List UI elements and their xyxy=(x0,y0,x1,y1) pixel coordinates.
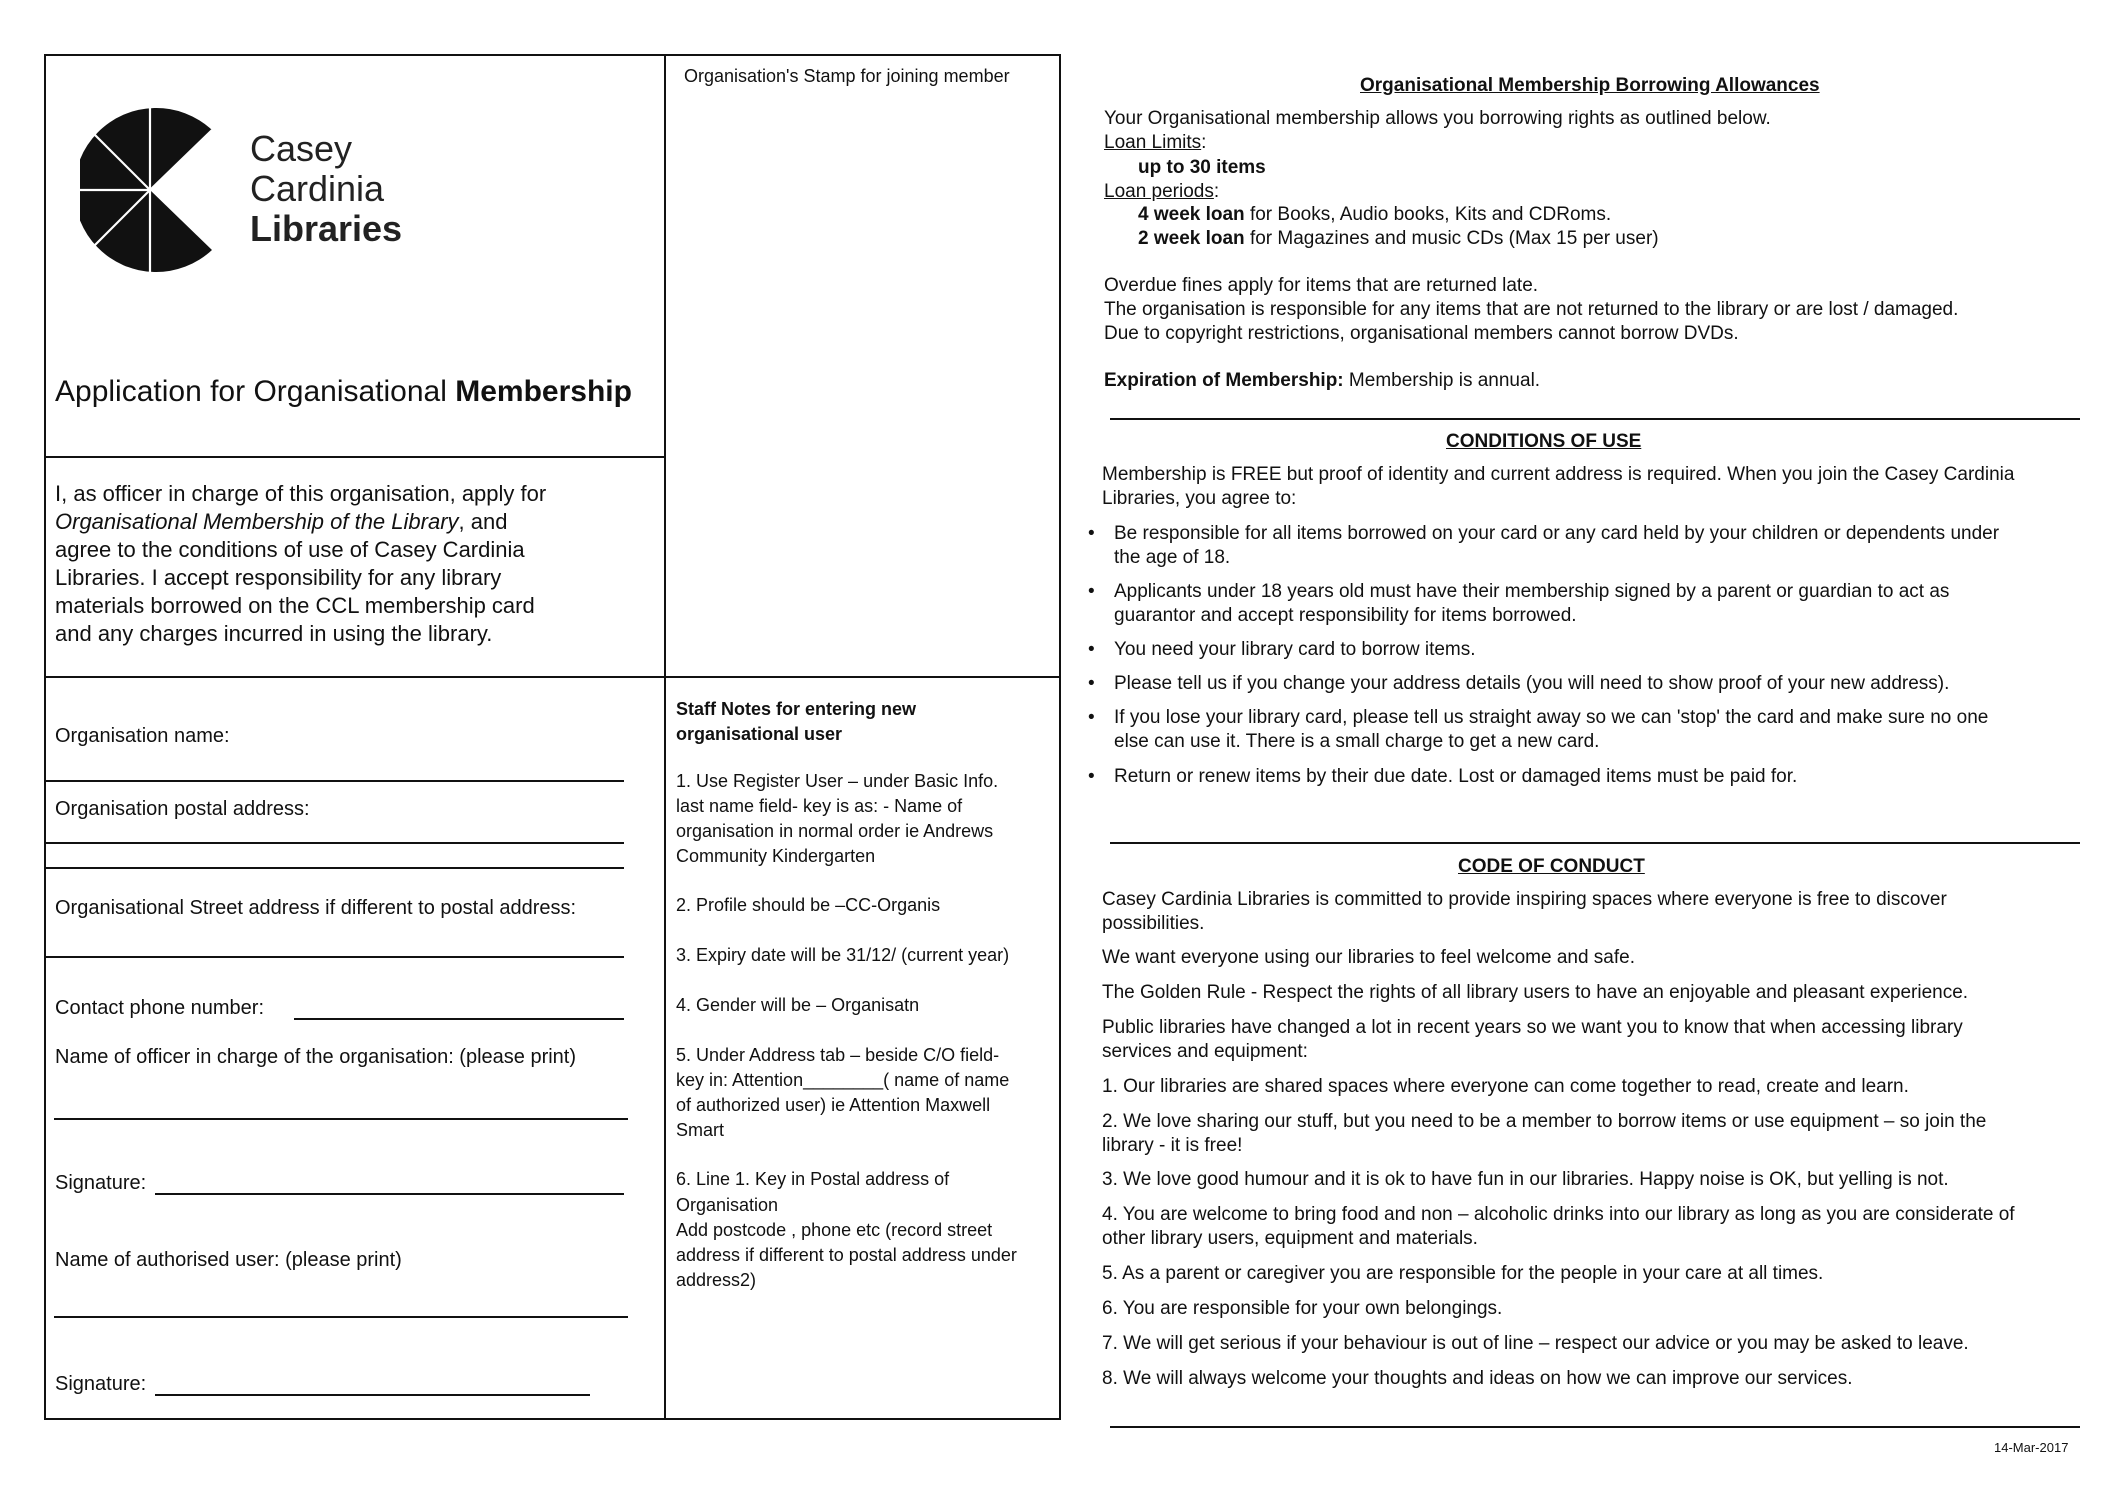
loan-period-1 xyxy=(1138,203,1611,227)
conduct-text: 4. You are welcome to bring food and non – alcoholic drinks into our library as long as you are considerate of xyxy=(1102,1204,2015,1225)
stamp-label: Organisation's Stamp for joining member xyxy=(684,66,1010,86)
declaration-line xyxy=(55,508,546,536)
fines-line-1: Overdue fines apply for items that are returned late. xyxy=(1104,275,1539,296)
contact-phone-label: Contact phone number: xyxy=(55,997,265,1019)
fines-line-3: Due to copyright restrictions, organisational members cannot borrow DVDs. xyxy=(1104,323,1739,344)
conduct-item: 5. As a parent or caregiver you are responsible for the people in your care at all times. xyxy=(1102,1263,1824,1284)
condition-text: • Return or renew items by their due date. Lost or damaged items must be paid for. xyxy=(1114,766,1798,787)
conduct-item: 1. Our libraries are shared spaces where everyone can come together to read, create and learn. xyxy=(1102,1076,1909,1097)
section-divider xyxy=(1110,1426,2080,1428)
title-bold: Membership xyxy=(455,375,632,408)
postal-address-field-2[interactable] xyxy=(46,867,624,869)
staff-note-3: 3. Expiry date will be 31/12/ (current year) xyxy=(676,945,1010,965)
conduct-item: 8. We will always welcome your thoughts and ideas on how we can improve our services. xyxy=(1102,1368,1853,1389)
conduct-text: Public libraries have changed a lot in recent years so we want you to know that when accessing library xyxy=(1102,1017,1963,1038)
staff-notes-heading: organisational user xyxy=(676,724,843,744)
declaration-line: agree to the conditions of use of Casey Cardinia xyxy=(55,537,525,562)
loan-period-2-bold: 2 week loan xyxy=(1138,228,1245,249)
logo-text-casey: Casey xyxy=(250,128,353,169)
page-title xyxy=(55,375,632,409)
org-name-label: Organisation name: xyxy=(55,725,230,747)
declaration-text xyxy=(55,480,546,648)
conduct-text: Casey Cardinia Libraries is committed to provide inspiring spaces where everyone is free to discover xyxy=(1102,889,1947,910)
conduct-item xyxy=(1102,1203,2015,1251)
conduct-item: 7. We will get serious if your behaviour is out of line – respect our advice or you may be asked to leave. xyxy=(1102,1333,1969,1354)
signature-field-2[interactable] xyxy=(155,1394,590,1396)
condition-item xyxy=(1114,765,2094,789)
loan-limit-value: up to 30 items xyxy=(1138,157,1266,178)
loan-period-2 xyxy=(1138,227,1659,251)
signature-label-2: Signature: xyxy=(55,1373,147,1395)
condition-text: the age of 18. xyxy=(1114,547,1231,568)
officer-name-label: Name of officer in charge of the organisation: (please print) xyxy=(55,1046,577,1068)
street-address-label: Organisational Street address if different to postal address: xyxy=(55,897,577,919)
declaration-line: I, as officer in charge of this organisation, apply for xyxy=(55,481,547,506)
form-divider-fields xyxy=(44,676,1061,678)
staff-note-6: Add postcode , phone etc (record street xyxy=(676,1220,993,1240)
conduct-item xyxy=(1102,1110,1986,1158)
condition-text: • If you lose your library card, please tell us straight away so we can 'stop' the card and make sure no one xyxy=(1114,707,1989,728)
staff-note-1: last name field- key is as: - Name of xyxy=(676,796,963,816)
form-vertical-divider xyxy=(664,54,666,1420)
membership-expiry xyxy=(1104,369,1540,393)
org-name-field[interactable] xyxy=(46,780,624,782)
authorised-user-label: Name of authorised user: (please print) xyxy=(55,1249,402,1271)
condition-text: • You need your library card to borrow items. xyxy=(1114,639,1476,660)
staff-note-1: 1. Use Register User – under Basic Info. xyxy=(676,771,999,791)
loan-period-2-rest: for Magazines and music CDs (Max 15 per user) xyxy=(1244,228,1659,249)
allowances-intro: Your Organisational membership allows you borrowing rights as outlined below. xyxy=(1104,108,1771,129)
condition-item xyxy=(1114,706,2094,754)
conditions-intro: Libraries, you agree to: xyxy=(1102,488,1297,509)
conduct-heading: CODE OF CONDUCT xyxy=(1458,856,1645,877)
loan-period-1-bold: 4 week loan xyxy=(1138,204,1245,225)
title-plain: Application for Organisational xyxy=(55,375,456,408)
staff-note-6: address2) xyxy=(676,1270,757,1290)
document-date: 14-Mar-2017 xyxy=(1994,1440,2069,1455)
conduct-para xyxy=(1102,1016,1963,1064)
staff-notes-heading: Staff Notes for entering new xyxy=(676,699,917,719)
declaration-italic: Organisational Membership of the Library xyxy=(55,509,459,534)
staff-note-6: 6. Line 1. Key in Postal address of xyxy=(676,1169,950,1189)
expiry-bold: Expiration of Membership: xyxy=(1104,370,1344,391)
contact-phone-field[interactable] xyxy=(294,1018,624,1020)
loan-periods-label: Loan periods: xyxy=(1104,181,1220,202)
staff-note-6: address if different to postal address under xyxy=(676,1245,1017,1265)
conduct-para: The Golden Rule - Respect the rights of all library users to have an enjoyable and pleasant experience. xyxy=(1102,982,1969,1003)
form-divider-title xyxy=(44,456,665,458)
logo-mark-icon xyxy=(80,108,220,272)
conduct-item: 3. We love good humour and it is ok to have fun in our libraries. Happy noise is OK, but yelling is not. xyxy=(1102,1169,1949,1190)
condition-item xyxy=(1114,522,2094,570)
condition-text: • Applicants under 18 years old must have their membership signed by a parent or guardian to act as xyxy=(1114,581,1950,602)
expiry-rest: Membership is annual. xyxy=(1343,370,1541,391)
condition-text: • Be responsible for all items borrowed on your card or any card held by your children or dependents under xyxy=(1114,523,2000,544)
authorised-user-field[interactable] xyxy=(54,1316,628,1318)
conditions-heading: CONDITIONS OF USE xyxy=(1446,431,1642,452)
signature-label-1: Signature: xyxy=(55,1172,147,1194)
staff-note-5: Smart xyxy=(676,1120,725,1140)
logo-text-libraries: Libraries xyxy=(250,208,403,249)
loan-periods-text: Loan periods xyxy=(1104,181,1214,202)
logo-text-cardinia: Cardinia xyxy=(250,168,385,209)
staff-note-5: key in: Attention________( name of name xyxy=(676,1070,1010,1090)
conduct-para xyxy=(1102,888,1947,936)
allowances-heading: Organisational Membership Borrowing Allowances xyxy=(1360,75,1820,96)
conduct-text: 2. We love sharing our stuff, but you need to be a member to borrow items or use equipment – so join the xyxy=(1102,1111,1987,1132)
staff-note-5: of authorized user) ie Attention Maxwell xyxy=(676,1095,991,1115)
conduct-item: 6. You are responsible for your own belongings. xyxy=(1102,1298,1503,1319)
section-divider xyxy=(1110,842,2080,844)
postal-address-label: Organisation postal address: xyxy=(55,798,310,820)
condition-text: else can use it. There is a small charge to get a new card. xyxy=(1114,731,1600,752)
declaration-rest: , and xyxy=(458,509,508,534)
staff-note-6: Organisation xyxy=(676,1195,779,1215)
fines-line-2: The organisation is responsible for any items that are not returned to the library or are lost / damaged. xyxy=(1104,299,1959,320)
officer-name-field[interactable] xyxy=(54,1118,628,1120)
street-address-field[interactable] xyxy=(46,956,624,958)
staff-note-5: 5. Under Address tab – beside C/O field- xyxy=(676,1045,1000,1065)
declaration-line: and any charges incurred in using the library. xyxy=(55,621,493,646)
staff-note-1: organisation in normal order ie Andrews xyxy=(676,821,994,841)
staff-note-4: 4. Gender will be – Organisatn xyxy=(676,995,920,1015)
section-divider xyxy=(1110,418,2080,420)
conduct-text: possibilities. xyxy=(1102,913,1205,934)
postal-address-field-1[interactable] xyxy=(46,842,624,844)
conditions-intro: Membership is FREE but proof of identity and current address is required. When you join the Casey Cardinia xyxy=(1102,464,2015,485)
loan-period-1-rest: for Books, Audio books, Kits and CDRoms. xyxy=(1244,204,1612,225)
condition-item xyxy=(1114,672,2094,696)
declaration-line: Libraries. I accept responsibility for any library xyxy=(55,565,502,590)
loan-limits-label: Loan Limits: xyxy=(1104,132,1207,153)
declaration-line: materials borrowed on the CCL membership card xyxy=(55,593,535,618)
condition-text: • Please tell us if you change your address details (you will need to show proof of your new address). xyxy=(1114,673,1950,694)
conduct-text: other library users, equipment and materials. xyxy=(1102,1228,1478,1249)
staff-note-2: 2. Profile should be –CC-Organis xyxy=(676,895,941,915)
conduct-text: library - it is free! xyxy=(1102,1135,1243,1156)
condition-item xyxy=(1114,638,2094,662)
staff-note-1: Community Kindergarten xyxy=(676,846,876,866)
library-logo xyxy=(80,108,420,278)
conduct-text: services and equipment: xyxy=(1102,1041,1308,1062)
conduct-para: We want everyone using our libraries to feel welcome and safe. xyxy=(1102,947,1635,968)
condition-item xyxy=(1114,580,2094,628)
loan-limits-text: Loan Limits xyxy=(1104,132,1202,153)
signature-field-1[interactable] xyxy=(155,1193,624,1195)
condition-text: guarantor and accept responsibility for items borrowed. xyxy=(1114,605,1577,626)
